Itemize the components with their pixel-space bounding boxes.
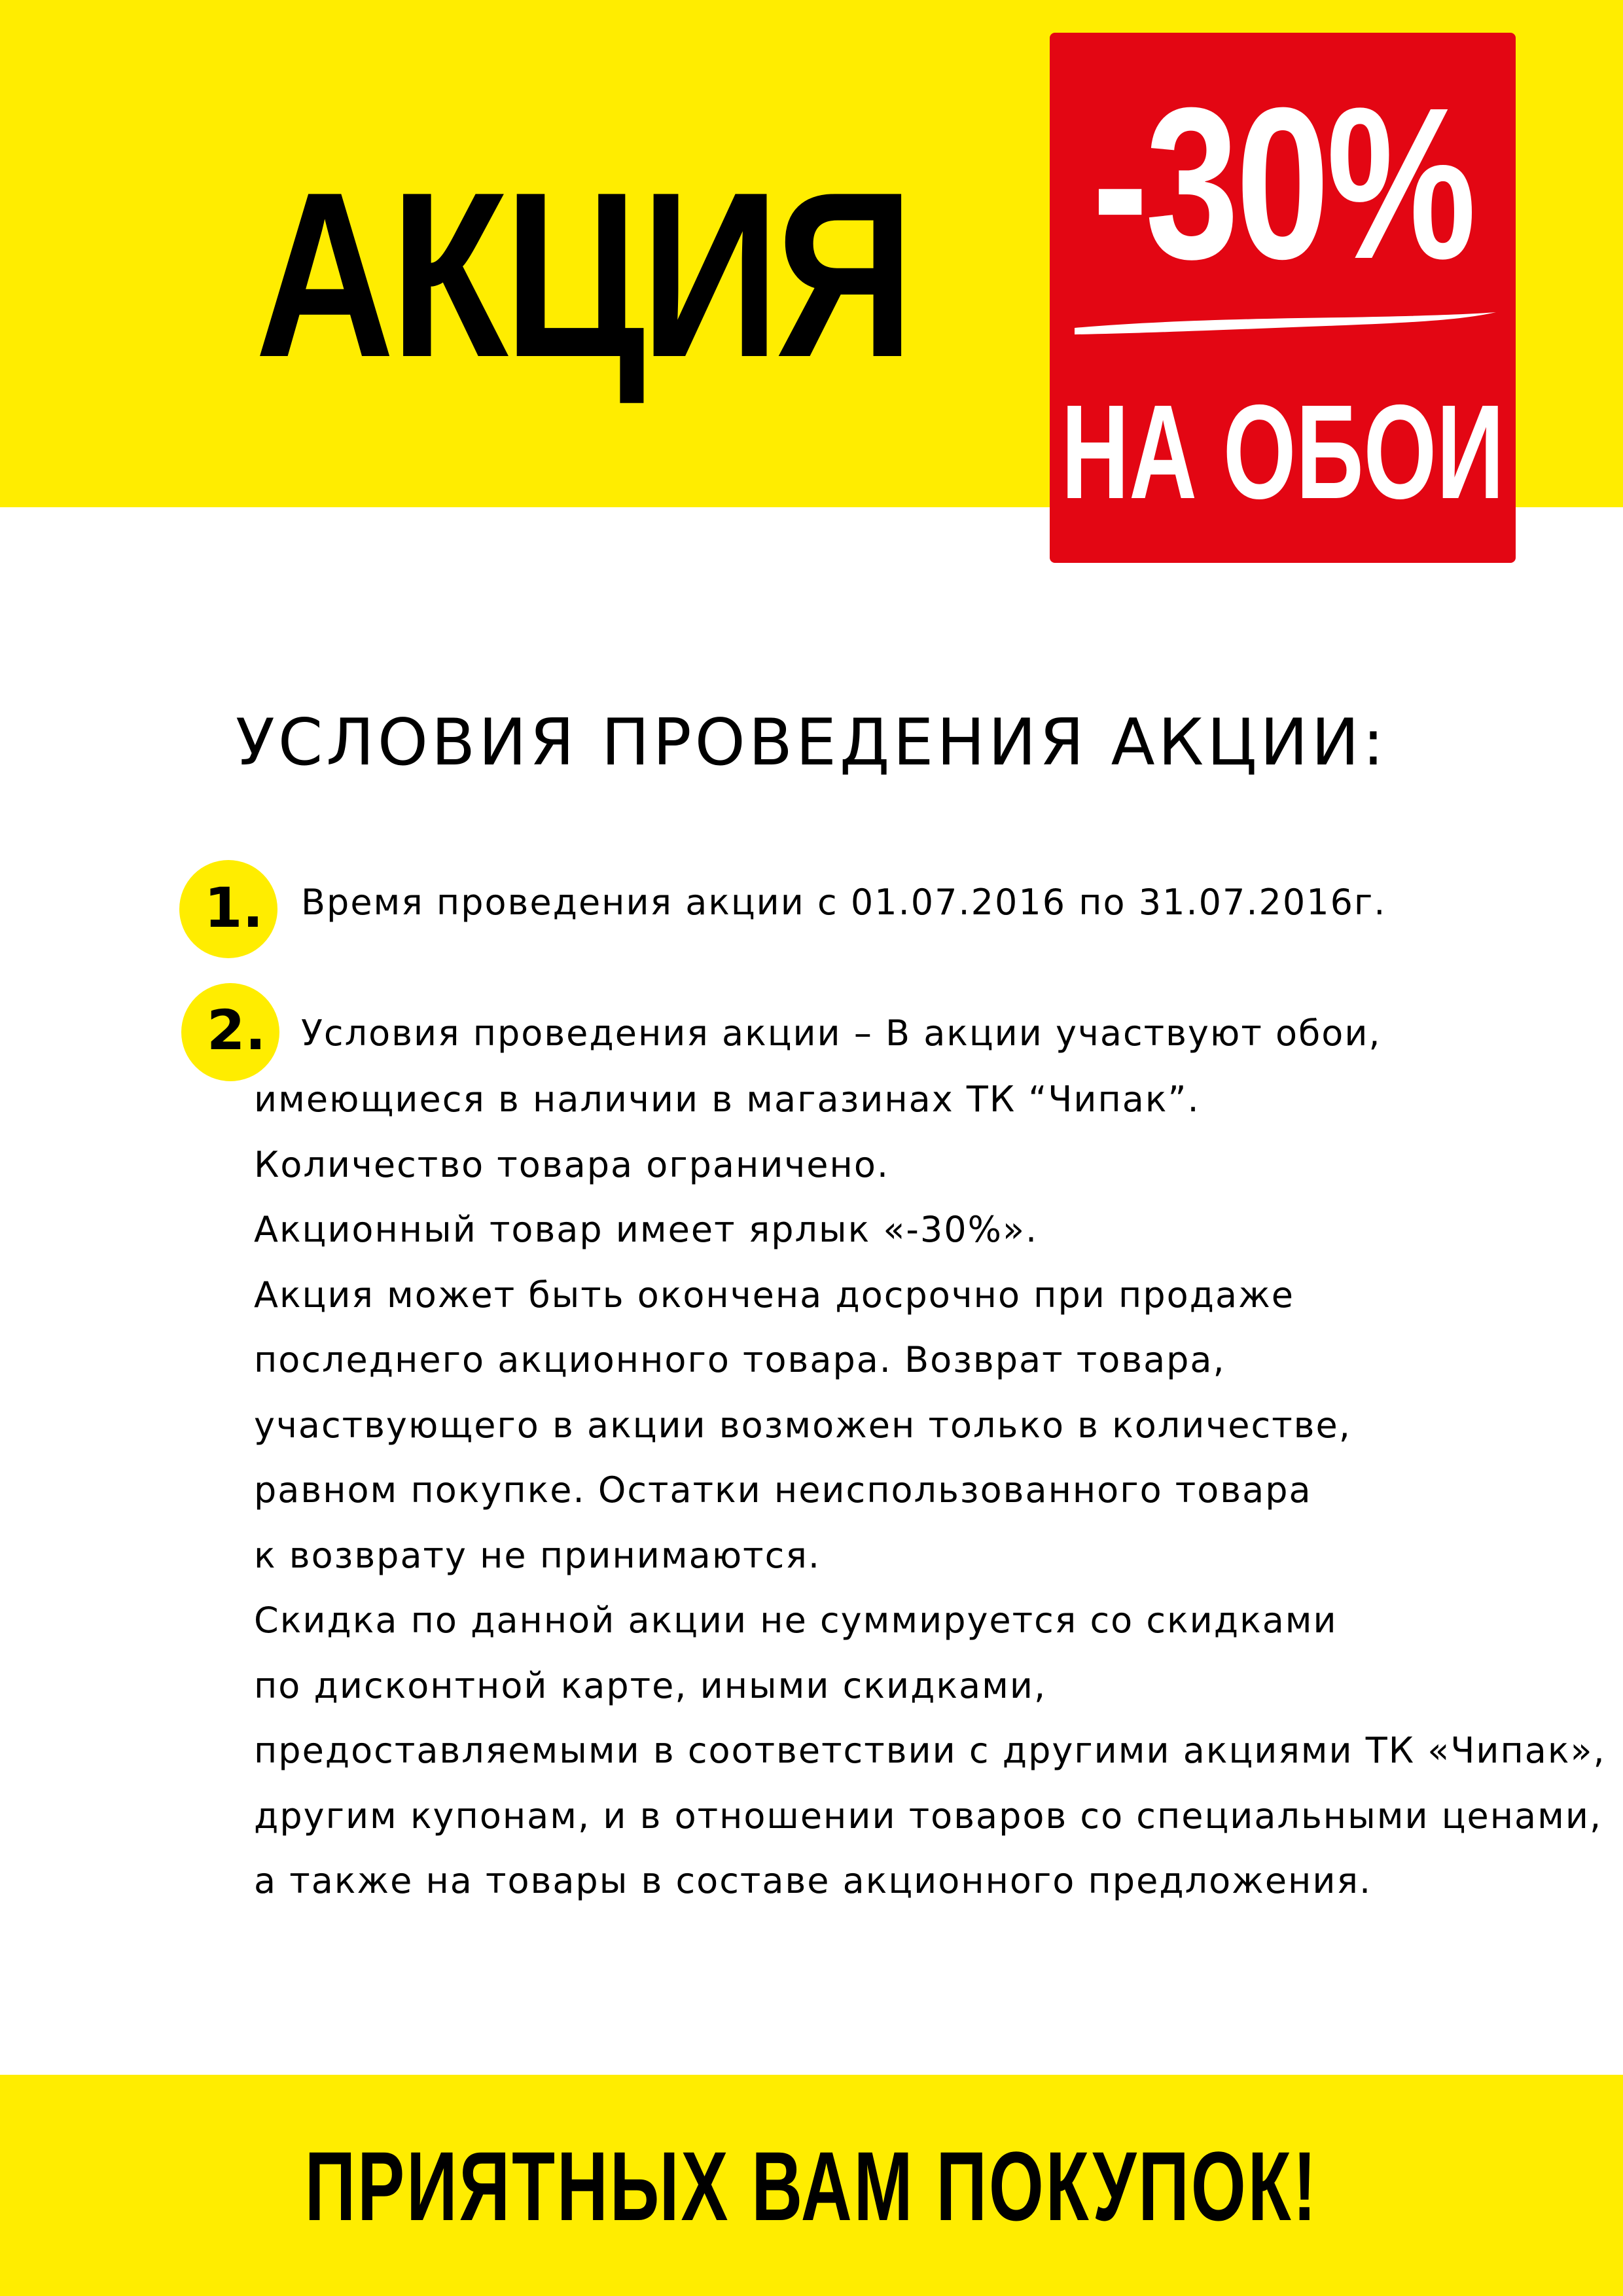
condition-line: предоставляемыми в соответствии с другими акциями ТК «Чипак», [254,1730,1606,1771]
condition-line: участвующего в акции возможен только в количестве, [254,1404,1351,1446]
conditions-title: УСЛОВИЯ ПРОВЕДЕНИЯ АКЦИИ: [236,706,1387,780]
condition-line: равном покупке. Остатки неиспользованного товара [254,1469,1312,1511]
item-number-1: 1. [204,876,264,940]
condition-line: к возврату не принимаются. [254,1534,821,1576]
condition-line: имеющиеся в наличии в магазинах ТК “Чипак”. [254,1079,1200,1120]
condition-line: Количество товара ограничено. [254,1143,890,1185]
condition-line: Акция может быть окончена досрочно при продаже [254,1274,1294,1316]
condition-item-1: Время проведения акции с 01.07.2016 по 31.07.2016г. [301,882,1387,923]
promo-headline: АКЦИЯ [255,143,910,406]
item-number-2: 2. [207,998,266,1062]
discount-subtitle: НА ОБОИ [1061,376,1505,527]
discount-badge [1050,33,1516,563]
condition-line: последнего акционного товара. Возврат товара, [254,1339,1226,1380]
brush-stroke-icon [1069,304,1501,344]
condition-line: по дисконтной карте, иными скидками, [254,1664,1047,1706]
condition-item-2: Условия проведения акции – В акции участвуют обои, [301,1013,1382,1054]
condition-line: Скидка по данной акции не суммируется со скидками [254,1600,1338,1641]
discount-value: -30% [1092,62,1474,304]
footer-message: ПРИЯТНЫХ ВАМ ПОКУПОК! [304,2131,1319,2241]
condition-line: а также на товары в составе акционного предложения. [254,1860,1372,1901]
condition-details [254,1067,1606,1914]
condition-line: другим купонам, и в отношении товаров со специальными ценами, [254,1795,1603,1837]
condition-line: Акционный товар имеет ярлык «-30%». [254,1209,1039,1250]
